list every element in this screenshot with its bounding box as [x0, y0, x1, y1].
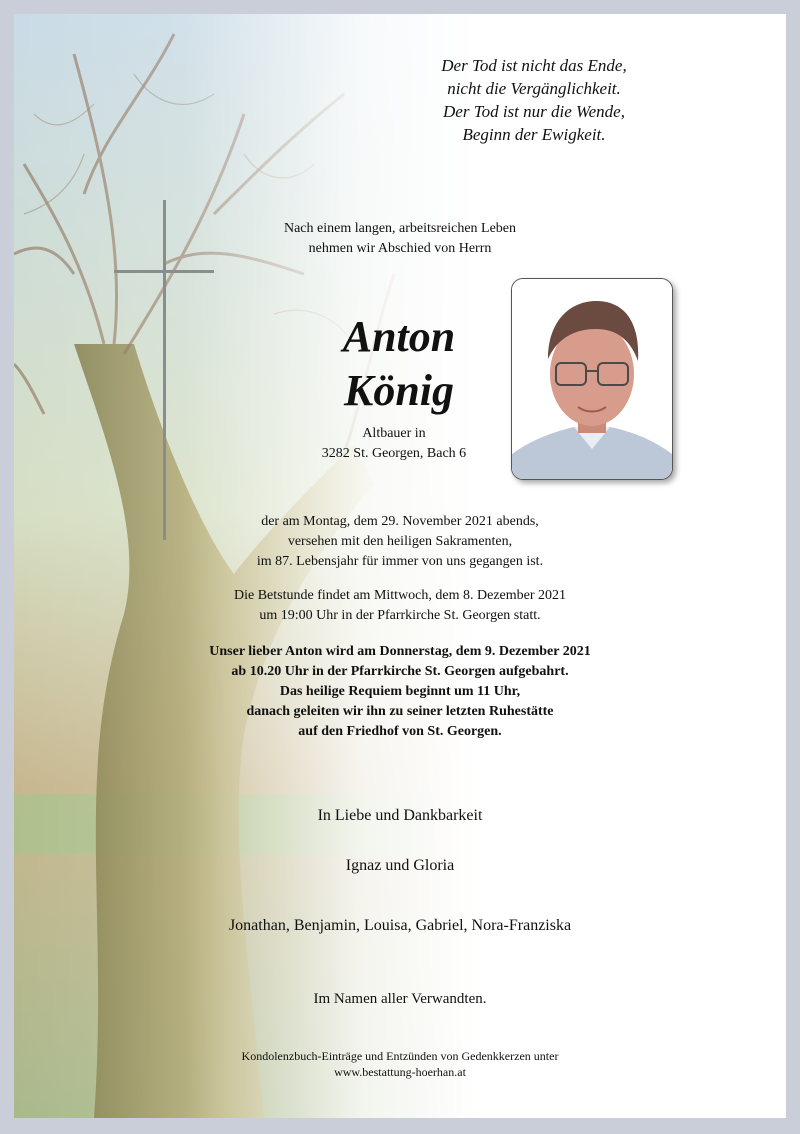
prayer-line: Die Betstunde findet am Mittwoch, dem 8. Dezember 2021 — [233, 588, 567, 603]
mourner-names-secondary: Jonathan, Benjamin, Louisa, Gabriel, Nora-Franziska — [228, 917, 572, 934]
prayer-notice — [14, 586, 786, 626]
obituary-sheet — [14, 14, 786, 1118]
burial-line: danach geleiten wir ihn zu seiner letzten Ruhestätte — [246, 704, 554, 719]
mourner-names-primary: Ignaz und Gloria — [345, 857, 455, 874]
portrait-photo — [511, 278, 673, 480]
poem-line: nicht die Vergänglichkeit. — [447, 79, 621, 98]
burial-line: ab 10.20 Uhr in der Pfarrkirche St. Georgen aufgebahrt. — [231, 664, 569, 679]
death-line: der am Montag, dem 29. November 2021 abends, — [261, 514, 539, 529]
deceased-last-name: König — [343, 366, 455, 415]
cross-icon-horizontal — [114, 270, 214, 273]
burial-line: auf den Friedhof von St. Georgen. — [298, 724, 502, 739]
burial-line: Das heilige Requiem beginnt um 11 Uhr, — [279, 684, 521, 699]
poem — [354, 54, 714, 146]
intro-line: Nach einem langen, arbeitsreichen Leben — [283, 221, 517, 236]
poem-line: Beginn der Ewigkeit. — [462, 125, 606, 144]
footer-website-link[interactable]: www.bestattung-hoerhan.at — [334, 1065, 466, 1079]
closing-text: In Liebe und Dankbarkeit — [317, 807, 483, 824]
relatives-text: Im Namen aller Verwandten. — [313, 991, 487, 1007]
intro-line: nehmen wir Abschied von Herrn — [308, 241, 492, 256]
deceased-first-name: Anton — [342, 312, 456, 361]
burial-notice — [14, 642, 786, 742]
death-line: im 87. Lebensjahr für immer von uns gegangen ist. — [256, 554, 544, 569]
footer — [14, 1048, 786, 1080]
poem-line: Der Tod ist nicht das Ende, — [441, 56, 627, 75]
occupation-line: Altbauer in — [362, 426, 426, 441]
prayer-line: um 19:00 Uhr in der Pfarrkirche St. Georgen statt. — [259, 608, 541, 623]
poem-line: Der Tod ist nur die Wende, — [443, 102, 625, 121]
footer-line: Kondolenzbuch-Einträge und Entzünden von Gedenkkerzen unter — [241, 1049, 559, 1063]
burial-line: Unser lieber Anton wird am Donnerstag, dem 9. Dezember 2021 — [209, 644, 591, 659]
deceased-occupation — [244, 424, 544, 464]
death-notice — [14, 512, 786, 572]
portrait-image — [512, 279, 672, 479]
address-line: 3282 St. Georgen, Bach 6 — [321, 446, 467, 461]
intro-text — [14, 219, 786, 259]
death-line: versehen mit den heiligen Sakramenten, — [287, 534, 513, 549]
